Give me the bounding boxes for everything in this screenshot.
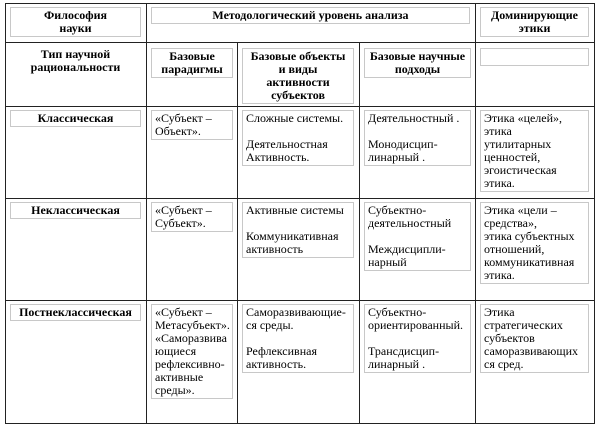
subheader-empty-ethics	[480, 48, 589, 66]
grid-line	[5, 106, 595, 107]
row-postnonclassical-approaches: Субъектно- ориентированный. Трансдисцип- линарный .	[364, 304, 471, 373]
grid-line	[5, 423, 595, 424]
header-dominant-ethics: Доминирующие этики	[480, 7, 589, 37]
row-nonclassical-ethics: Этика «цели – средства», этика субъектных отношений, коммуникативная этика.	[480, 202, 589, 284]
grid-line	[594, 3, 595, 424]
row-classical-paradigm: «Субъект – Объект».	[151, 110, 233, 140]
row-classical-ethics: Этика «целей», этика утилитарных ценностей, эгоистическая этика.	[480, 110, 589, 192]
grid-line	[5, 300, 595, 301]
grid-line	[5, 198, 595, 199]
grid-line	[5, 42, 595, 43]
grid-line	[475, 3, 476, 424]
row-postnonclassical-type: Постнеклассическая	[10, 304, 141, 321]
subheader-base-paradigms: Базовые парадигмы	[151, 48, 233, 78]
subheader-base-objects: Базовые объекты и виды активности субъектов	[242, 48, 354, 104]
grid-line	[5, 3, 6, 424]
header-philosophy: Философия науки	[10, 7, 141, 37]
grid-line	[5, 3, 595, 4]
row-nonclassical-type: Неклассическая	[10, 202, 141, 219]
row-nonclassical-approaches: Субъектно- деятельностный Междисципли- нарный	[364, 202, 471, 271]
row-classical-approaches: Деятельностный . Монодисцип- линарный .	[364, 110, 471, 166]
row-classical-objects: Сложные системы. Деятельностная Активность.	[242, 110, 354, 166]
row-postnonclassical-ethics: Этика стратегических субъектов саморазвивающих ся сред.	[480, 304, 589, 373]
row-postnonclassical-paradigm: «Субъект – Метасубъект». «Саморазвива ющиеся рефлексивно- активные среды».	[151, 304, 233, 399]
subheader-base-approaches: Базовые научные подходы	[364, 48, 471, 78]
row-nonclassical-objects: Активные системы Коммуникативная активность	[242, 202, 354, 258]
subheader-rationality-type: Тип научной рациональности	[30, 47, 121, 74]
row-postnonclassical-objects: Саморазвивающие- ся среды. Рефлексивная активность.	[242, 304, 354, 373]
grid-line	[237, 42, 238, 424]
header-methodological-level: Методологический уровень анализа	[151, 7, 470, 24]
analysis-table	[5, 3, 595, 424]
row-nonclassical-paradigm: «Субъект – Субъект».	[151, 202, 233, 232]
row-classical-type: Классическая	[10, 110, 141, 127]
grid-line	[359, 42, 360, 424]
grid-line	[146, 3, 147, 424]
